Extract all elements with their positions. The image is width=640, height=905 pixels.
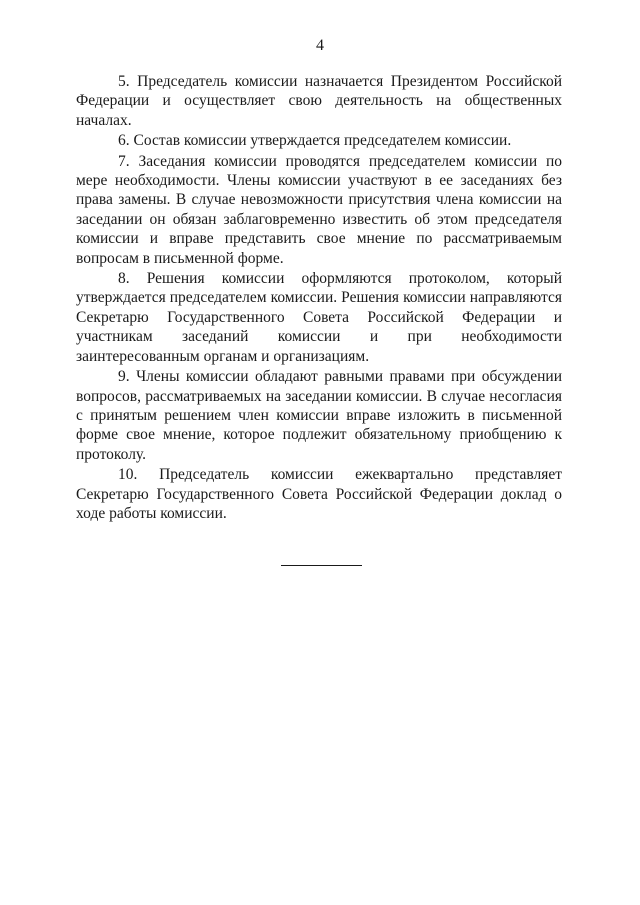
paragraph-10: 10. Председатель комиссии ежеквартально представляет Секретарю Государственного Совета Российской Федерации доклад о ходе работы комиссии.: [76, 466, 562, 522]
paragraph-5: 5. Председатель комиссии назначается Президентом Российской Федерации и осуществляет свою деятельность на общественных началах.: [76, 73, 562, 129]
document-body: [76, 72, 562, 524]
paragraph-9: 9. Члены комиссии обладают равными правами при обсуждении вопросов, рассматриваемых на заседании комиссии. В случае несогласия с принятым решением член комиссии вправе изложить в письменной форме свое мнение, которое подлежит обязательному приобщению к протоколу.: [76, 368, 562, 463]
paragraph-6: 6. Состав комиссии утверждается председателем комиссии.: [118, 132, 512, 150]
paragraph-8: 8. Решения комиссии оформляются протоколом, который утверждается председателем комиссии. Решения комиссии направляются Секретарю Государственного Совета Российской Федерации и участникам заседаний комиссии и при необходимости заинтересованным органам и организациям.: [76, 270, 562, 365]
end-of-document-rule: [281, 565, 362, 566]
page-number: 4: [316, 37, 324, 54]
paragraph-7: 7. Заседания комиссии проводятся председателем комиссии по мере необходимости. Члены комиссии участвуют в ее заседаниях без права замены. В случае невозможности присутствия члена комиссии на заседании он обязан заблаговременно известить об этом председателя комиссии и вправе представить свое мнение по рассматриваемым вопросам в письменной форме.: [76, 152, 562, 267]
